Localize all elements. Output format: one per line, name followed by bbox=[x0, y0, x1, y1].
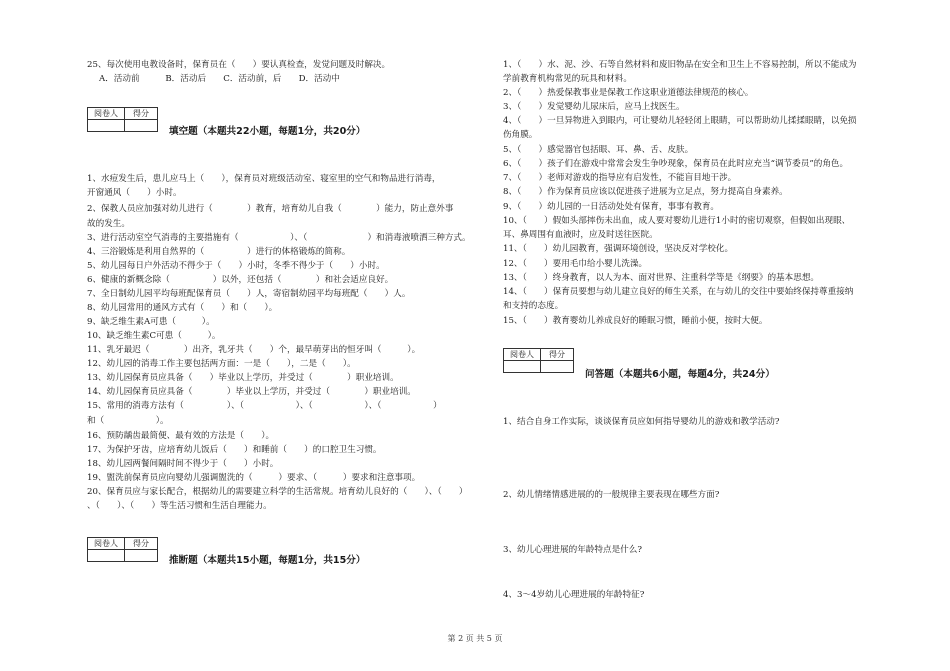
question-25-options: A．活动前 B．活动后 C．活动前，后 D．活动中 bbox=[99, 74, 340, 84]
judge-line-5: 4、（ ）一旦异物进入到眼内，可让婴幼儿轻轻闭上眼睛，可以帮助幼儿揉揉眼睛，以免损 bbox=[503, 116, 857, 126]
fill-line-1: 1、水痘发生后，患儿应马上（ ），保育员对班级活动室、寝室里的空气和物品进行消毒， bbox=[87, 174, 441, 184]
judge-line-4: 3、（ ）发觉婴幼儿尿床后，应马上找医生。 bbox=[503, 102, 685, 112]
fill-line-5: 3、进行活动室空气消毒的主要措施有（ ）、（ ）和消毒液喷洒三种方式。 bbox=[87, 233, 471, 243]
grader-cell bbox=[88, 120, 125, 132]
fill-line-24: 、（ ）、（ ）等生活习惯和生活自理能力。 bbox=[87, 501, 272, 511]
judge-line-16: 13、（ ）终身教育，以人为本、面对世界、注重科学等是《纲要》的基本思想。 bbox=[503, 273, 820, 283]
judge-line-13: 耳、鼻周围有血液时，应及时送往医院。 bbox=[503, 230, 658, 240]
fill-line-23: 20、保育员应与家长配合，根据幼儿的需要建立科学的生活常规。培育幼儿良好的（ ）、（ ） bbox=[87, 487, 468, 497]
grader-label: 阅卷人 bbox=[88, 538, 125, 550]
fill-line-12: 10、缺乏维生素C可患（ ）。 bbox=[87, 331, 221, 341]
qa-question-2: 2、幼儿情绪情感进展的的一般规律主要表现在哪些方面? bbox=[503, 490, 720, 500]
score-label: 得分 bbox=[125, 108, 158, 120]
score-cell bbox=[125, 550, 158, 562]
judge-line-19: 15、（ ）教育婴幼儿养成良好的睡眠习惯，睡前小便，按时大便。 bbox=[503, 316, 768, 326]
fill-line-4: 故的发生。 bbox=[87, 219, 130, 229]
judge-line-14: 11、（ ）幼儿园教育，强调环境创设，坚决反对学校化。 bbox=[503, 244, 734, 254]
score-cell bbox=[541, 361, 574, 373]
fill-line-3: 2、保教人员应加强对幼儿进行（ ）教育，培育幼儿自我（ ）能力，防止意外事 bbox=[87, 204, 454, 214]
fill-score-box bbox=[87, 107, 158, 132]
grader-cell bbox=[88, 550, 125, 562]
judge-line-3: 2、（ ）热爱保教事业是保教工作这职业道德法律规范的核心。 bbox=[503, 88, 754, 98]
grader-cell bbox=[504, 361, 541, 373]
fill-line-11: 9、缺乏维生素A可患（ ）。 bbox=[87, 317, 215, 327]
fill-line-13: 11、乳牙最迟（ ）出齐，乳牙共（ ）个，最早萌芽出的恒牙叫（ ）。 bbox=[87, 345, 421, 355]
fill-line-8: 6、健康的新概念除（ ）以外，还包括（ ）和社会适应良好。 bbox=[87, 275, 394, 285]
fill-line-14: 12、幼儿园的消毒工作主要包括两方面：一是（ ），二是（ ）。 bbox=[87, 359, 356, 369]
qa-question-4: 4、3～4岁幼儿心理进展的年龄特征? bbox=[503, 590, 645, 600]
fill-line-2: 开窗通风（ ）小时。 bbox=[87, 188, 182, 198]
fill-line-6: 4、三浴锻炼是利用自然界的（ ）进行的体格锻炼的简称。 bbox=[87, 247, 351, 257]
judge-line-11: 9、（ ）幼儿园的一日活动处处有保育，事事有教育。 bbox=[503, 202, 720, 212]
judge-line-8: 6、（ ）孩子们在游戏中常常会发生争吵现象，保育员在此时应充当“调节委员”的角色。 bbox=[503, 159, 849, 169]
judge-line-6: 伤角膜。 bbox=[503, 130, 538, 140]
fill-line-20: 17、为保护牙齿，应培育幼儿饭后（ ）和睡前（ ）的口腔卫生习惯。 bbox=[87, 445, 382, 455]
fill-line-17: 15、常用的消毒方法有（ ）、（ ）、（ ）、（ ） bbox=[87, 401, 442, 411]
judge-line-17: 14、（ ）保育员要想与幼儿建立良好的师生关系，在与幼儿的交往中要始终保持尊重接纳 bbox=[503, 287, 854, 297]
judge-section-title: 推断题（本题共15小题，每题1分，共15分） bbox=[169, 555, 366, 566]
judge-line-10: 8、（ ）作为保育员应该以促进孩子进展为立足点，努力提高自身素养。 bbox=[503, 187, 788, 197]
question-25: 25、每次使用电教设备时，保育员在（ ）要认真检查，发觉问题及时解决。 bbox=[87, 60, 391, 70]
grader-label: 阅卷人 bbox=[88, 108, 125, 120]
fill-line-15: 13、幼儿园保育员应具备（ ）毕业以上学历，并受过（ ）职业培训。 bbox=[87, 373, 399, 383]
fill-line-7: 5、幼儿园每日户外活动不得少于（ ）小时，冬季不得少于（ ）小时。 bbox=[87, 261, 385, 271]
score-label: 得分 bbox=[541, 349, 574, 361]
judge-line-15: 12、（ ）要用毛巾给小婴儿洗澡。 bbox=[503, 259, 648, 269]
qa-score-box bbox=[503, 348, 574, 373]
fill-line-16: 14、幼儿园保育员应具备（ ）毕业以上学历，并受过（ ）职业培训。 bbox=[87, 387, 416, 397]
fill-line-10: 8、幼儿园常用的通风方式有（ ）和（ ）。 bbox=[87, 303, 278, 313]
score-label: 得分 bbox=[125, 538, 158, 550]
judge-line-18: 和支持的态度。 bbox=[503, 301, 564, 311]
qa-section-title: 问答题（本题共6小题，每题4分，共24分） bbox=[585, 369, 775, 380]
judge-line-7: 5、（ ）感觉器官包括眼、耳、鼻、舌、皮肤。 bbox=[503, 145, 694, 155]
judge-line-12: 10、（ ）假如头部摔伤未出血，成人要对婴幼儿进行1小时的密切观察，但假如出现眼、 bbox=[503, 216, 851, 226]
judge-score-box bbox=[87, 537, 158, 562]
qa-question-3: 3、幼儿心理进展的年龄特点是什么? bbox=[503, 545, 642, 555]
judge-line-9: 7、（ ）老师对游戏的指导应有启发性，不能盲目地干涉。 bbox=[503, 173, 737, 183]
fill-section-title: 填空题（本题共22小题，每题1分，共20分） bbox=[169, 126, 366, 137]
fill-line-18: 和（ ）。 bbox=[87, 416, 169, 426]
page-footer: 第 2 页 共 5 页 bbox=[447, 634, 503, 643]
judge-line-1: 1、（ ）水、泥、沙、石等自然材料和废旧物品在安全和卫生上不容易控制，所以不能成为 bbox=[503, 60, 857, 70]
qa-question-1: 1、结合自身工作实际，谈谈保育员应如何指导婴幼儿的游戏和教学活动? bbox=[503, 417, 780, 427]
fill-line-9: 7、全日制幼儿园平均每班配保育员（ ）人，寄宿制幼园平均每班配（ ）人。 bbox=[87, 289, 411, 299]
fill-line-21: 18、幼儿园两餐间隔时间不得少于（ ）小时。 bbox=[87, 459, 279, 469]
fill-line-22: 19、盥洗前保育员应向婴幼儿强调盥洗的（ ）要求、（ ）要求和注意事项。 bbox=[87, 473, 421, 483]
judge-line-2: 学前教育机构常见的玩具和材料。 bbox=[503, 74, 632, 84]
fill-line-19: 16、预防龋齿最简便、最有效的方法是（ ）。 bbox=[87, 431, 275, 441]
score-cell bbox=[125, 120, 158, 132]
grader-label: 阅卷人 bbox=[504, 349, 541, 361]
